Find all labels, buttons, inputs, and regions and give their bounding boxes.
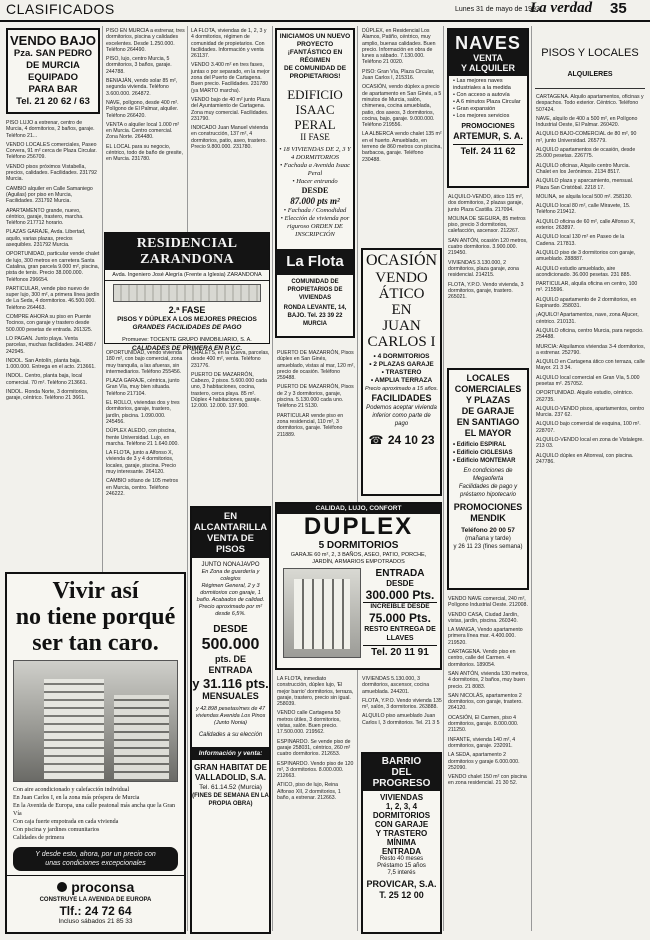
ad-edificio-isaac-peral <box>275 28 355 338</box>
issue-date: Lunes 31 de mayo de 1993 <box>455 6 540 13</box>
ad-line: PISOS Y DÚPLEX A LOS MEJORES PRECIOS <box>117 316 257 323</box>
classified-item: NAVE, polígono, desde 400 m². Polígono de El Palmar, alquiler. Teléfono 266420. <box>106 99 179 119</box>
classified-item: PUERTO DE MAZARRÓN, Pisos dúplex en San Ginés, amueblado, vistas al mar, 120 m², precio de ocasión. Teléfono 259488. <box>277 350 355 382</box>
classified-item: ALQUILO oficinas, Alquilo centro Murcia. Chalet en los Jerónimos. 2134 8517. <box>536 162 630 175</box>
ad-line: y 42.898 pesetas/mes de 47 viviendas Avenida Los Pinos (Junto Nonia) <box>195 706 266 726</box>
feature-item: • A 6 minutos Plaza Circular <box>453 99 521 105</box>
ad-line: DE MURCIA <box>26 60 80 71</box>
ad-line: DE COMUNIDAD DE PROPIETARIOS! <box>283 65 347 80</box>
building-illustration <box>113 284 261 302</box>
feature-item: • Edificio MONTEMAR <box>453 458 516 464</box>
ad-line: VIVIENDAS <box>379 793 424 802</box>
ad-line: ¡FANTÁSTICO EN RÉGIMEN <box>287 49 343 64</box>
ad-title: COMERCIALES <box>454 384 522 394</box>
classified-item: CAMBIO alquiler en Calle Samaniego (Aguilas) por piso en Murcia, Facilidades. 231792 Murcia. <box>6 185 93 205</box>
ad-line: pts. DE ENTRADA <box>208 654 253 675</box>
classified-item: LA SEDA, apartamento 2 dormitorios y garaje 6.000.000. 252090. <box>448 752 520 771</box>
classified-item: ALQUILO apartamento de 2 dormitorios, en Espinardo. 258031. <box>536 296 637 310</box>
classified-item: APARTAMENTO grande, nuevo, céntrico, garaje, trastero, marcha. Teléfono 217712 horario. <box>6 207 84 227</box>
ad-title: EL MAYOR <box>464 428 512 438</box>
ad-residencial-zarandona <box>104 232 270 352</box>
classified-column-5 <box>362 28 442 243</box>
ad-price: 87.000 pts m² <box>290 196 340 206</box>
classified-column-6b <box>448 596 529 934</box>
feature-item: • Las mejores naves industriales a la medida <box>453 78 511 91</box>
classified-item: PISO: Gran Vía, Plaza Circular, Juan Carlos I, 215316. <box>362 68 435 82</box>
classified-item: LA FLOTA, inmediato construcción, dúplex lujo, 'El mejor barrio' dormitorios, terraza, garaje, trastero, precio sin igual. 258039. <box>277 676 354 708</box>
ad-line: Avda. Ingeniero José Alegría (Frente a Iglesia) ZARANDONA <box>105 270 269 281</box>
classified-item: CARTAGENA. Vendo piso en centro, calle del Carmen. 4 dormitorios. 189054. <box>448 649 516 668</box>
classified-column-2b <box>106 350 185 568</box>
classified-item: ALQUILO local 80 m², calle Miravete, 15. Teléfono 219412. <box>536 203 631 216</box>
classified-item: OCASIÓN, El Carmen, piso 4 dormitorios, garaje. 8.000.000. 211250. <box>448 714 519 734</box>
classified-item: ESPINARDO. Vendo piso de 120 m², 3 dormitorios. 8.000.000. 212663. <box>277 760 354 780</box>
classified-item: ALQUILO plaza y aparcamiento, mensual. Plaza San Cristóbal. 2218 17. <box>536 178 634 191</box>
classified-item: ALQUILO bajo comercial de esquina, 100 m². 228707. <box>536 421 641 434</box>
classified-item: CHALETS, en la Cueva, parcelas, desde 400 m², venta. Teléfono 231776. <box>191 350 270 369</box>
classified-column-2 <box>106 28 185 228</box>
classified-item: ALQUILO BAJO-COMERCIAL de 80 m², 90 m², junto Universidad. 265779. <box>536 131 637 144</box>
ad-phone: Incluso sábados 21 85 33 <box>58 918 133 925</box>
section-heading-pisos-locales <box>535 28 645 89</box>
ad-line: JUNTO NONAJAVPO <box>201 562 260 568</box>
ad-line: MÍNIMA <box>386 838 417 847</box>
column-divider <box>443 26 444 931</box>
ad-title: Vivir así <box>52 578 139 604</box>
ad-line: Precio aproximado a 15 años. <box>364 386 439 392</box>
feature-item: Calidades de primera <box>13 835 64 841</box>
ad-line: • 4 DORMITORIOS <box>373 353 430 360</box>
classified-item: PUERTO DE MAZARRÓN, Cabezo, 2 pisos. 5.600.000 cada uno, 3 habitaciones, cocina, trastero, cerca playa. 85 m². Dúplex 4 habitaciones, garaje. 12.000. 12.000. 137.900. <box>191 371 267 410</box>
ad-address: RONDA LEVANTE, 14, BAJO. Tel. 23 39 22 MURCIA <box>283 305 347 327</box>
ad-title: RESIDENCIAL ZARANDONA <box>136 236 238 267</box>
ad-title: EN ALCANTARILLA VENTA DE PISOS <box>194 511 268 555</box>
classified-item: PARTICULAR vende piso en zona residencial, 110 m², 3 dormitorios, garaje. Teléfono 211889. <box>277 412 344 438</box>
ad-slogan: unas condiciones excepcionales <box>45 860 146 867</box>
classified-item: OCASIÓN, vendo dúplex a precio de apartamento en San Ginés, a 5 minutos de Murcia, salón, chimenea, cocina amueblada, patio, dos aseos, 3 dormitorios, cocina, bajo, garaje. 9.000.000. Teléfono 219556. <box>362 84 442 129</box>
ad-company: GRAN HABITAT DE VALLADOLID, S.A. <box>193 763 268 782</box>
classified-item: INFANTE, vivienda 140 m², 4 dormitorios, garaje. 232091. <box>448 736 516 749</box>
ad-company: ARTEMUR, S. A. <box>453 131 523 141</box>
page-number: 35 <box>610 0 627 17</box>
ad-line: • TRASTERO <box>381 369 422 376</box>
classified-item: PISO, lujo, centro Murcia, 5 dormitorios, 3 baños, garaje. 244788. <box>106 56 172 75</box>
ad-title: VENDO BAJO <box>10 33 96 48</box>
ad-title: JUAN <box>382 318 421 334</box>
ad-title: DUPLEX <box>303 513 414 540</box>
ad-title: NAVES <box>455 33 521 53</box>
section-title: CLASIFICADOS <box>6 1 115 17</box>
classified-item: ALQUILO estudio amueblado, aire acondicionado. 36.000 pesetas. 231 885. <box>536 265 631 278</box>
ad-phone: T. 25 12 00 <box>379 890 424 900</box>
ad-line: FACILIDADES <box>371 393 432 403</box>
feature-item: • Con acceso a autovía <box>453 92 510 98</box>
ad-line: (FINES DE SEMANA EN LA PROPIA OBRA) <box>192 793 269 807</box>
ad-phone: y 26 11 23 (fines semana) <box>453 544 523 550</box>
feature-item: En Juan Carlos I, en la zona más próspera de Murcia <box>13 795 140 801</box>
classified-item: BENIAJÁN, vendo solar 85 m², segunda vivienda. Teléfono 3.600.000. 264872. <box>106 78 178 97</box>
ad-price: y 31.116 pts. <box>192 676 269 691</box>
ad-title: ser tan caro. <box>32 630 159 656</box>
classified-item: FLOTA, Y.P.O. Vendo vivienda 135 m², salón, 3 dormitorios. 263888. <box>362 697 442 711</box>
ad-line: Y ALQUILER <box>460 63 515 73</box>
ad-duplex <box>275 502 442 670</box>
classified-item: PLAZA GARAJE, céntrica, junto Gran Vía, muy bien situada. Teléfono 217104. <box>106 378 180 397</box>
classified-item: PLAZAS GARAJE, Avda. Libertad, aquilo, varias plazas, precios asequibles. 231792 Murcia. <box>6 229 86 249</box>
classified-item: VENDO chalet 150 m² con piscina en zona residencial. 21 30 52. <box>448 774 527 787</box>
classified-item: MOLINA DE SEGURA, 85 metros piso, precio 3 dormitorios, calefacción, ascensor. 212267. <box>448 215 526 235</box>
ad-line: • Elección de vivienda por riguroso ORDEN DE INSCRIPCIÓN <box>280 215 350 238</box>
ad-company: proconsa <box>71 878 135 895</box>
classified-item: VENTA o alquiler local 1.000 m² en Murcia. Centro comercial. Zona Norte. 264480. <box>106 121 180 141</box>
ad-ocasion-atico <box>361 248 442 496</box>
classified-item: COMPRE AHORA su piso en Puente Tocinos, con garaje y trastero desde 500.000 pesetas de entrada. 261325. <box>6 314 93 333</box>
classified-item: SAN ANTÓN, ocasión 120 metros, cuatro dormitorios. 3.900.000. 219450. <box>448 237 528 257</box>
ad-line: CONSTRUYE LA AVENIDA DE EUROPA <box>39 897 152 903</box>
ad-line: Promueve: TOCENTE GRUPO INMOBILIARIO, S. A. <box>122 337 252 343</box>
ad-company: PROVICAR, S.A. <box>366 879 437 889</box>
classified-item: PARTICULAR, alquila oficina en centro, 100 m². 215596. <box>536 281 638 294</box>
ad-line: DESDE <box>386 579 414 588</box>
classified-item: LA FLOTA, junto a Alfonso X, vivienda de 3 y 4 dormitorios, locales, garaje, piscina. Precio muy interesante. 264120. <box>106 450 177 476</box>
ad-line: DORMITORIOS <box>372 811 431 820</box>
classified-item: SAN ANTÓN, vivienda 130 metros, 4 dormitorios, 2 baños, muy buen precio. 21 8083. <box>448 670 529 690</box>
ad-line: 1, 2, 3, 4 <box>385 802 418 811</box>
ad-line: DESDE <box>301 186 329 195</box>
ad-line: VENTA <box>473 53 503 63</box>
ad-line: INCREÍBLE DESDE <box>363 602 437 611</box>
classified-item: ESPINARDO. Se vende piso de garaje 258031, céntrico, 260 m² cuatro dormitorios. 212653. <box>277 738 351 758</box>
newspaper-brand: La verdad <box>530 0 593 16</box>
ad-title: LOCALES <box>466 373 510 383</box>
feature-item: • Los mejores servicios <box>453 113 510 119</box>
ad-line: ENTRADA <box>375 568 425 579</box>
column-divider <box>272 26 273 931</box>
classified-item: PARTICULAR, vende piso nuevo de super lujo, 300 m², a primera línea jardín de La Seda, 4 dormitorios. 46.500.000. Teléfono 264463. <box>6 285 100 311</box>
ad-phone: Tel. 21 20 62 / 63 <box>16 96 90 107</box>
ad-line: Régimen General, 2 y 3 dormitorios con garaje, 1 baño. Acabados de calidad. <box>196 583 265 603</box>
feature-item: • Gran expansión <box>453 106 496 112</box>
ad-line: GRANDES FACILIDADES DE PAGO <box>132 324 242 331</box>
proconsa-logo-icon <box>57 882 67 892</box>
classified-item: VENDO calle Cartagena 50 metros útiles, 3 dormitorios, vistas, salón. Buen precio. 17.500.000. 219562. <box>277 710 341 736</box>
column-divider <box>187 26 188 931</box>
ad-line: PROMOCIONES <box>461 123 515 130</box>
classified-item: DÚPLEX, en Residencial Los Álamos, Patiño, céntrico, muy amplio, buenas calidades. Buen precio. Información en obra de lunes a sábado. 7.130.000. Teléfono 21 0020. <box>362 28 436 66</box>
classified-column-4 <box>277 350 355 500</box>
ad-title: OCASIÓN <box>365 252 438 269</box>
classified-item: VENDO LOCALES comerciales, Paseo Corvera, 91 m² cerca de Plaza Circular. Teléfono 256709. <box>6 141 97 161</box>
ad-slogan: Y desde esto, ahora, por un precio con <box>35 851 156 858</box>
column-divider <box>531 26 532 931</box>
classified-item: MURCIA: Alquilamos viviendas 3-4 dormitorios, a estrenar. 252790. <box>536 343 645 356</box>
ad-line: Podemos aceptar vivienda inferior como parte de pago <box>366 405 437 427</box>
ad-title: Y PLAZAS <box>465 395 511 405</box>
ad-line: Información y venta: <box>198 750 263 757</box>
ad-company: PROMOCIONES MENDIK <box>453 502 523 523</box>
classified-item: ALQUILO piso de 3 dormitorios con garaje, amueblado. 288887. <box>536 249 636 263</box>
ad-title: EN <box>391 302 412 318</box>
ad-line: Préstamo 15 años <box>377 863 426 869</box>
classified-item: ALQUILO piso amueblado Juan Carlos I, 3 dormitorios. Tel. 21 3 5 <box>362 713 440 726</box>
ad-phone: 24 10 23 <box>387 433 435 447</box>
ad-price: 300.000 Pts. <box>365 588 435 602</box>
ad-title: CARLOS I <box>367 334 436 350</box>
ad-line: En condiciones de Megaoferta <box>463 468 513 482</box>
classified-item: OPORTUNIDAD. Alquilo estudio, céntrico. 262735. <box>536 390 634 403</box>
ad-line: • Hacer entrando <box>292 178 338 185</box>
classified-item: INDOL. Ronda Norte, 3 dormitorios, garaje, céntrico. Teléfono 21 3661. <box>6 388 89 402</box>
ad-title: VENDO <box>375 270 428 286</box>
ad-line: ENTRADA <box>381 847 422 856</box>
ad-line: • 18 VIVIENDAS DE 2, 3 Y 4 DORMITORIOS <box>279 146 351 161</box>
classified-item: DÚPLEX ALEDO, con piscina, frente Universidad. Lujo, en marcha. Teléfono 21 1.640.000. <box>106 428 179 447</box>
la-flota-logo: La Flota <box>286 253 344 270</box>
classified-item: CAMBIO sótano de 105 metros en Murcia, centro. Teléfono 246222. <box>106 478 179 497</box>
ad-line: CALIDADES DE PRIMERA EN P.V.C. <box>131 345 243 352</box>
ad-naves-artemur <box>447 28 529 188</box>
classified-item: INDICADO Juan Manuel vivienda en construcción, 137 m², 4 dormitorios, patio, aseo, trastero. Precio 9.800.000. 231780. <box>191 125 268 151</box>
classified-item: VENDO pisos próximos Vistabella, precios, calidades. Facilidades. 231792 Murcia. <box>6 163 97 183</box>
ad-line: Y TRASTERO <box>375 829 428 838</box>
ad-line: 7,5 interés <box>387 870 416 876</box>
ad-phone: Teléfono 20 00 57 <box>461 527 515 534</box>
classified-item: OPORTUNIDAD, vendo vivienda 180 m², con bajo comercial, zona muy tranquila, a las afueras, sin intermediarios. Teléfono 255456. <box>106 350 183 375</box>
ad-title: EN SANTIAGO <box>456 417 520 427</box>
ad-line: MENSUALES <box>202 691 259 701</box>
ad-line: En Zona de guardería y colegios <box>201 569 260 582</box>
ad-line: • Fachada / Comodidad <box>283 207 347 214</box>
ad-phone: Tel. 20 11 91 <box>363 645 437 659</box>
classified-item: FLOTA, Y.P.O. Vendo vivienda, 3 dormitorios, garaje, trastero. 265021. <box>448 281 524 301</box>
feature-item: Con piscina y jardines comunitarios <box>13 827 100 833</box>
phone-icon: ☎ <box>368 433 384 447</box>
classified-column-3b <box>191 350 270 500</box>
ad-line: INICIAMOS UN NUEVO PROYECTO <box>279 33 351 48</box>
section-subheading: ALQUILERES <box>567 71 613 78</box>
ad-line: 5 DORMITORIOS <box>318 540 399 551</box>
feature-item: • Edificio CIGLESIAS <box>453 450 513 456</box>
ad-line: COMUNIDAD DE PROPIETARIOS DE VIVIENDAS <box>287 279 343 301</box>
ad-line: CON GARAJE <box>374 820 429 829</box>
ad-line: RESTO ENTREGA DE LLAVES <box>364 626 436 642</box>
classified-item: INDOL. Centro, planta baja, local comercial. 70 m². Teléfono 213661. <box>6 373 87 386</box>
ad-line: Facilidades de pago y préstamo hipotecario <box>458 484 518 498</box>
ad-title: no tiene porqué <box>15 604 176 630</box>
classified-item: LA ALBERCA vendo chalet 135 m² en el huerto. Amueblado, en terreno de 860 metros con piscina, barbacoa, garaje. Teléfono 230488. <box>362 131 442 163</box>
ad-phone: Tel. 61.14.52 (Murcia) <box>199 784 262 791</box>
ad-line: DESDE <box>213 624 248 635</box>
duplex-illustration <box>283 568 361 658</box>
classified-item: VENDO NAVE comercial, 240 m², Polígono Industrial Oeste. 212008. <box>448 596 528 609</box>
ad-title: ÁTICO <box>378 286 425 302</box>
ad-line: Precio aproximado por m² desde 6,5%. <box>198 604 263 617</box>
classified-item: LA FLOTA, viviendas de 1, 2, 3 y 4 dormitorios, régimen de comunidad de propietarios. Con facilidades. Información y venta 261137. <box>191 28 267 60</box>
classified-item: ALQUILO local 130 m² en Paseo de la Cadena. 217813. <box>536 234 625 247</box>
classified-item: ATICO, piso de lujo, Reina Alfonso XII, 2 dormitorios, 1 baño, a estrenar. 212663. <box>277 782 341 802</box>
ad-title: EDIFICIO ISAAC PERAL <box>287 87 343 132</box>
ad-line: • 2 PLAZAS GARAJE <box>369 361 434 368</box>
classified-item: EL ROLLO, viviendas dos y tres dormitorios, garaje, trastero, jardín, piscina. 1.090.000. 245456. <box>106 400 180 425</box>
classified-item: LA MANGA, Vendo apartamento primera línea mar. 4.400.000. 219520. <box>448 627 523 646</box>
classified-item: VENDO 3.400 m² en tres fases, juntas o por separado, en la mejor zona del Puerto de Cartagena. Buen precio. Facilidades. 231780 (ya MARTO marcha). <box>191 62 270 94</box>
classified-item: CARTAGENA. Alquilo apartamentos, oficinas y despachos. Todo exterior. Céntrico. Teléfono 507424. <box>536 94 644 113</box>
classified-item: ¡AQUILO! Apartamentos, nave, zona Aljucer, céntrico. 210131. <box>536 312 639 325</box>
ad-title: PROGRESO <box>372 778 431 789</box>
classified-item: ALQUILO-VENDO local en zona de Vistalegre. 213 03. <box>536 437 644 450</box>
classified-item: OPORTUNIDAD, particular vende chalet de lujo, 300 metros en carretera Santa Catalina, gran parcela 9.000 m², piscina, pista de tenis. Precio 38.000.000. Teléfonos 296654. <box>6 251 100 283</box>
ad-phone: Tlf.: 24 72 64 <box>59 904 132 918</box>
ad-phone: Telf. 24 11 62 <box>453 144 523 157</box>
ad-line: 2.ª FASE <box>168 305 206 315</box>
ad-title: DE GARAJE <box>461 406 515 416</box>
classified-item: MOLINA, se alquila local 500 m². 258130. <box>536 193 633 200</box>
ad-vivir-asi <box>5 572 186 934</box>
classified-item: INDOL. San Antolín, planta baja. 1.000.000. Entrega en el acto. 213661. <box>6 357 96 371</box>
ad-line: • AMPLIA TERRAZA <box>370 377 433 384</box>
classified-item: VIVIENDAS 3.130.000, 2 dormitorios, plaza garaje, zona residencial. 214215. <box>448 259 519 279</box>
classified-item: ALQUILO en Cartagena ático con terraza, calle Mayor. 21 3 34. <box>536 359 645 372</box>
ad-locales-santiago <box>447 368 529 590</box>
ad-line: GARAJE 60 m², 2, 3 BAÑOS, ASEO, PATIO, PORCHE, JARDÍN, ARMARIOS EMPOTRADOS <box>290 552 427 565</box>
classified-item: ALQUILO local comercial en Gran Vía, 5.000 pesetas m². 257052. <box>536 374 640 387</box>
classified-column-3 <box>191 28 270 228</box>
feature-item: En la Avenida de Europa, una calle peatonal más ancha que la Gran Vía <box>13 803 175 817</box>
classified-column-5b <box>362 676 442 746</box>
classified-item: NAVE, alquilo de 400 a 500 m², en Polígono Industrial Oeste, El Palmar. 260420. <box>536 115 638 129</box>
feature-item: Con caja fuerte empotrada en cada vivienda <box>13 819 119 825</box>
ad-barrio-progreso <box>361 752 442 934</box>
ad-title: BARRIO <box>381 756 422 767</box>
ad-line: II FASE <box>300 132 330 142</box>
ad-line: CALIDAD, LUJO, CONFORT <box>315 505 402 512</box>
classified-item: VENDO CASA, Ciudad Jardín, vistas, jardín, piscina. 260340. <box>448 611 519 624</box>
feature-item: Con aire acondicionado y calefacción individual <box>13 787 130 793</box>
classified-column-1 <box>6 120 100 568</box>
ad-vendo-bajo <box>6 28 100 114</box>
classified-item: ALQUILO-VENDO, ático 115 m², dos dormitorios, 2 plazas garaje, junto Plaza Castilla. 217094. <box>448 194 524 213</box>
classified-item: LO PAGAN. Junto playa. Venta parcelas, muchas facilidades. 241488 / 242945. <box>6 335 96 355</box>
classified-item: ALQUILO oficina de 60 m², calle Alfonso X, exterior. 263897. <box>536 218 636 232</box>
ad-line: Resto 40 meses <box>379 856 424 862</box>
ad-price: 500.000 <box>201 636 260 653</box>
ad-title: DEL <box>391 767 412 778</box>
classified-item: PUERTO DE MAZARRÓN, Pisos de 2 y 3 dormitorios, garaje, piscina. 5.130.000 cada uno. Teléfono 21 5130. <box>277 384 354 410</box>
classified-column-7 <box>536 94 645 934</box>
classified-item: PISO EN MURCIA a estrenar, tres dormitorios, piscina y calidades excelentes. Desde 1.250.000. Teléfono 264490. <box>106 28 185 53</box>
ad-alcantarilla <box>190 506 271 934</box>
page-header <box>0 0 650 22</box>
classified-item: VIVIENDAS 5.130.000, 3 dormitorios, ascensor, cocina amueblada. 244201. <box>362 676 430 695</box>
classified-item: PISO LUJO a estrenar, centro de Murcia, 4 dormitorios, 2 baños, garaje. Teléfono 21... <box>6 120 95 139</box>
ad-line: PARA BAR <box>28 84 78 95</box>
classified-item: ALQUILO apartamentos de ocasión, desde 25.000 pesetas. 226775. <box>536 147 636 160</box>
classified-column-4b <box>277 676 355 934</box>
building-photo <box>13 660 178 782</box>
classified-item: ALQUILO-VENDO pisos, apartamentos, centro Murcia. 237 62. <box>536 405 645 419</box>
ad-line: Calidades a su elección <box>198 732 263 738</box>
ad-line: • Fachada a Avenida Isaac Peral <box>279 162 351 177</box>
column-divider <box>357 26 358 931</box>
ad-line: (mañana y tarde) <box>465 536 511 542</box>
ad-price: 75.000 Pts. <box>368 611 432 625</box>
classified-item: VENDO bajo de 40 m² junto Plaza del Ayuntamiento de Cartagena. Zona muy comercial. Facilidades. 231790. <box>191 96 270 122</box>
ad-line: Pza. SAN PEDRO <box>13 48 93 59</box>
classified-item: ALQUILO oficina, centro Murcia, para negocio. 254488. <box>536 327 644 341</box>
section-heading: PISOS Y LOCALES <box>541 47 639 59</box>
classified-item: ALQUILO dúplex en Altorreal, con piscina. 247786. <box>536 452 634 465</box>
ad-line: EQUIPADO <box>28 72 78 83</box>
classified-column-6 <box>448 194 529 364</box>
feature-item: • Edificio ESPIRAL <box>453 442 507 448</box>
classified-item: SAN NICOLÁS, apartamentos 2 dormitorios, con garaje, trastero. 264120. <box>448 692 523 712</box>
classified-item: EL LOCAL para su negocio, céntrico, todo de baño de gresite, en Murcia. 231780. <box>106 143 183 163</box>
